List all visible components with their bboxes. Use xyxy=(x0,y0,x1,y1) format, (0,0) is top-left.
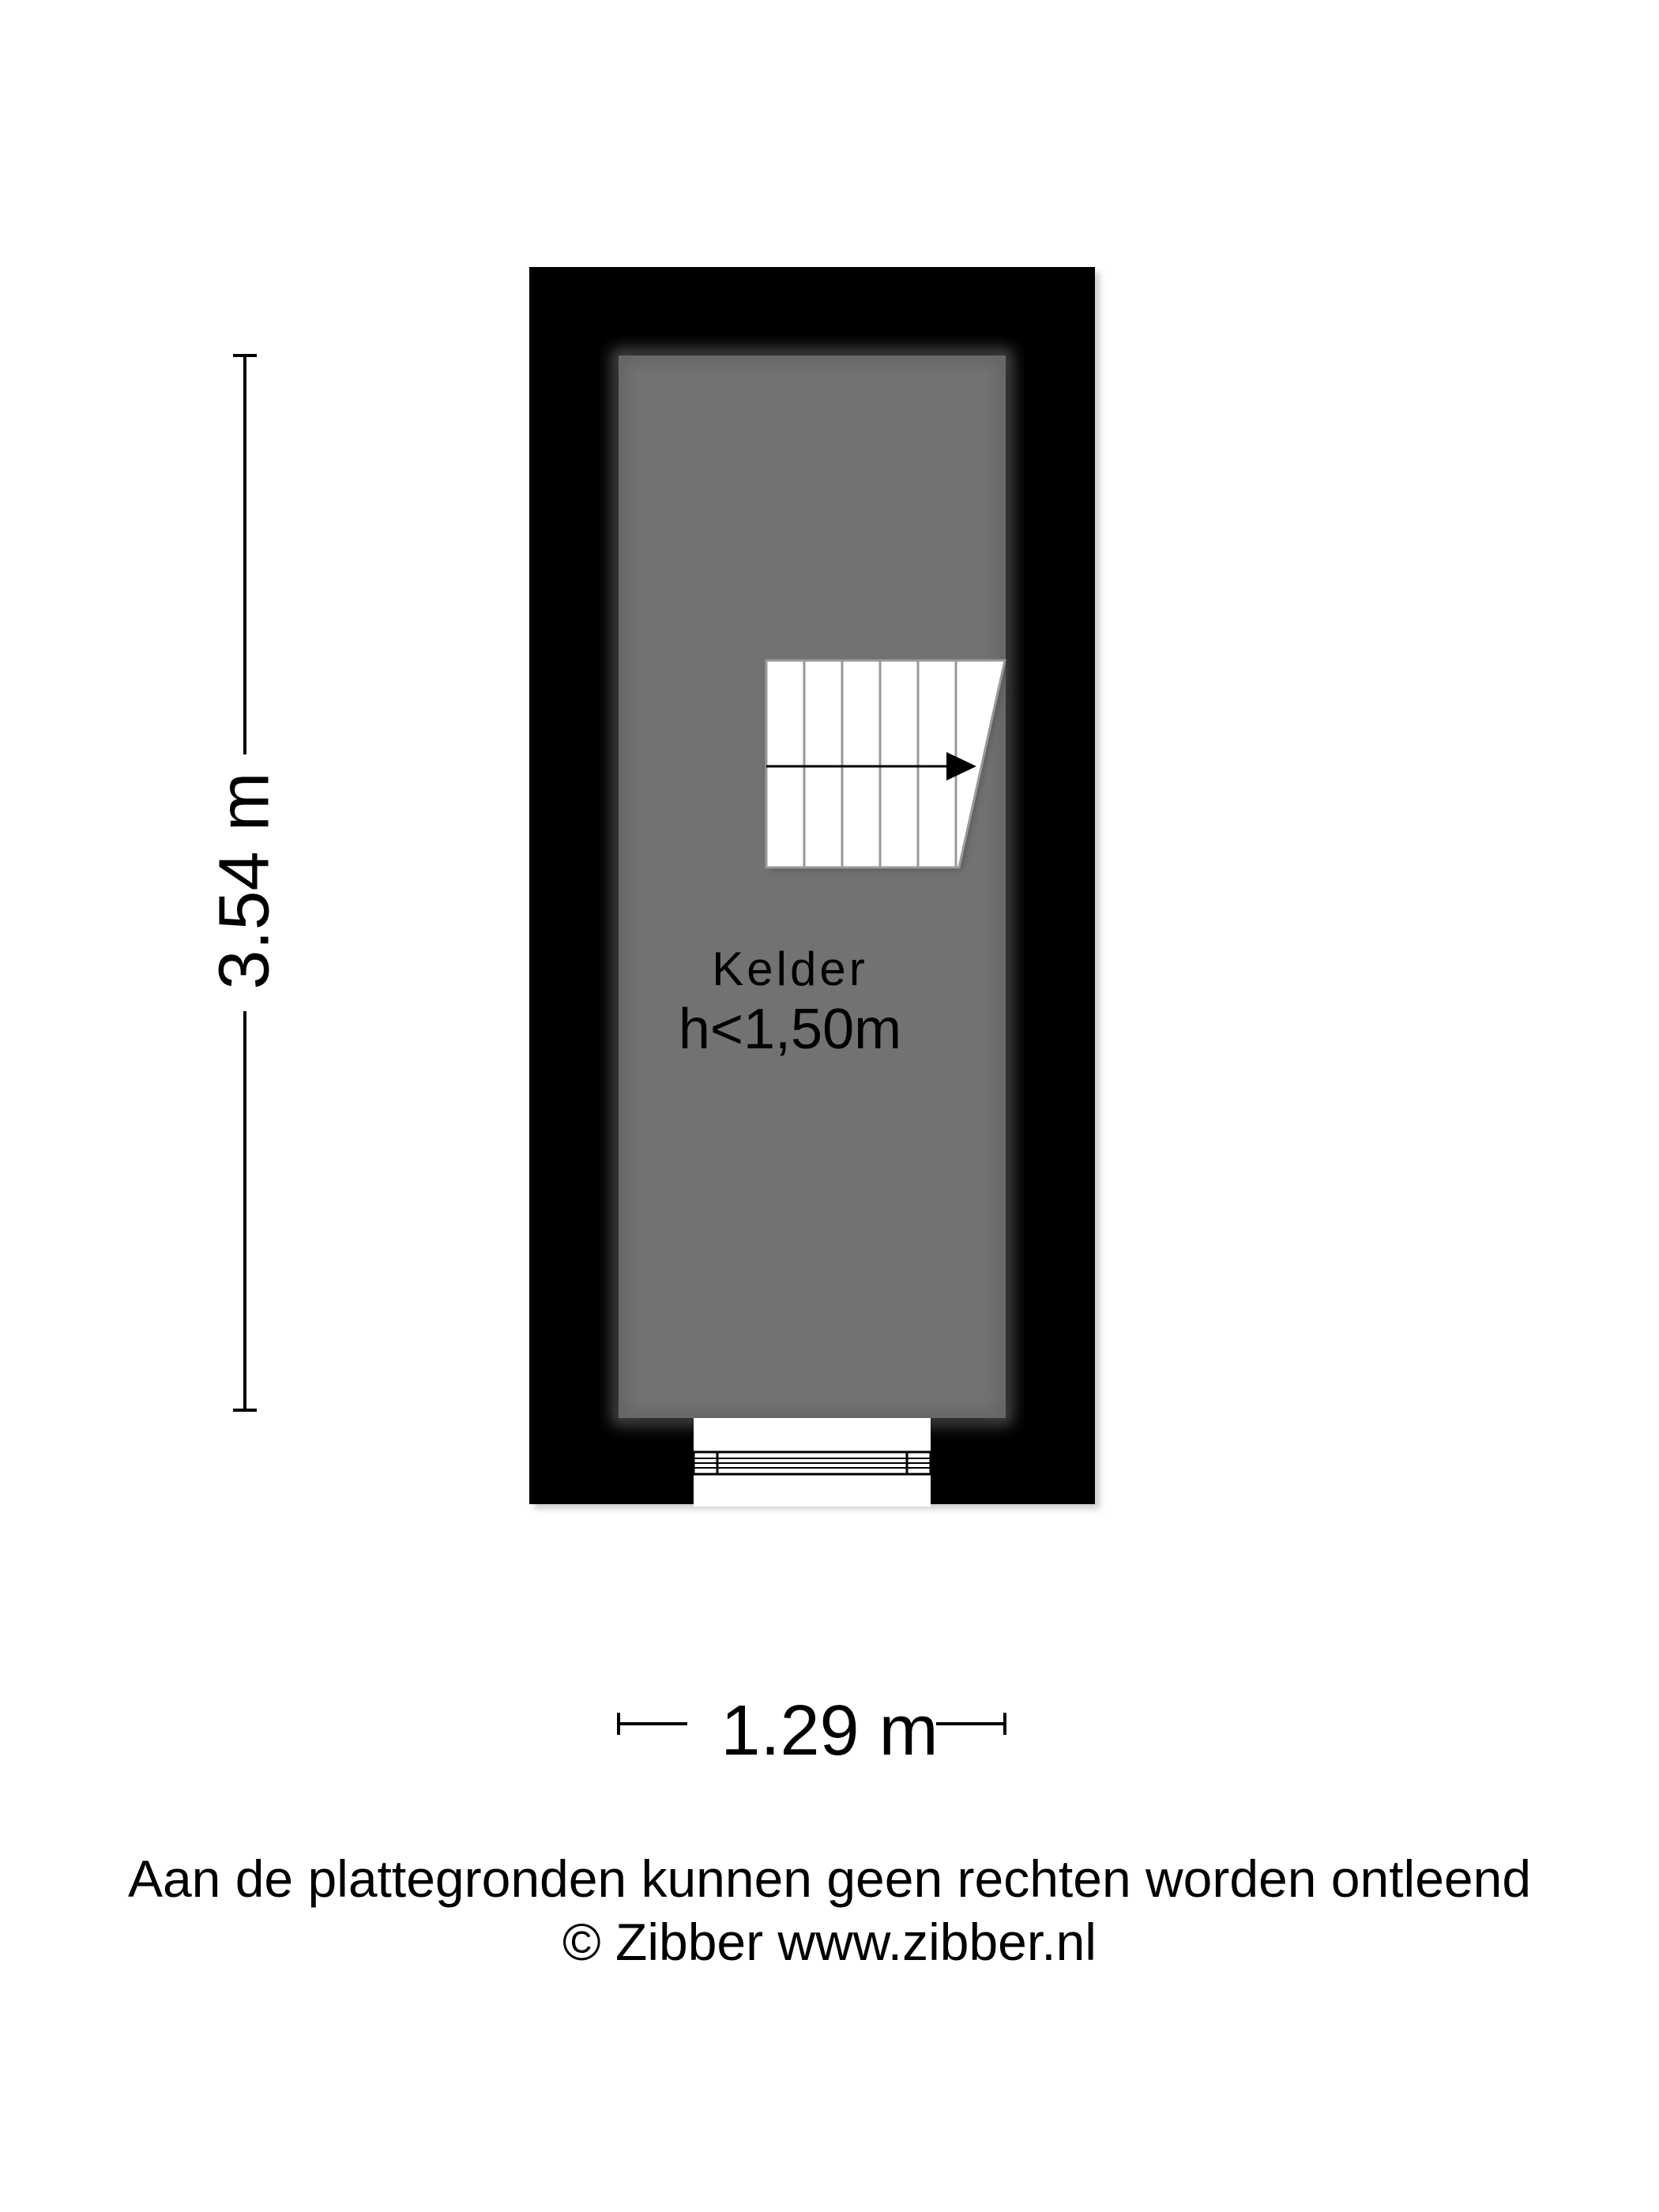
credit-text: © Zibber www.zibber.nl xyxy=(562,1913,1097,1971)
room-floor xyxy=(619,356,1006,1418)
room-name: Kelder xyxy=(712,942,868,995)
disclaimer-text: Aan de plattegronden kunnen geen rechten worden ontleend xyxy=(127,1849,1532,1908)
width-dimension-label: 1.29 m xyxy=(720,1691,939,1770)
depth-dimension-label: 3.54 m xyxy=(205,772,284,990)
window-icon xyxy=(694,1418,931,1507)
room-height-note: h<1,50m xyxy=(678,998,902,1061)
